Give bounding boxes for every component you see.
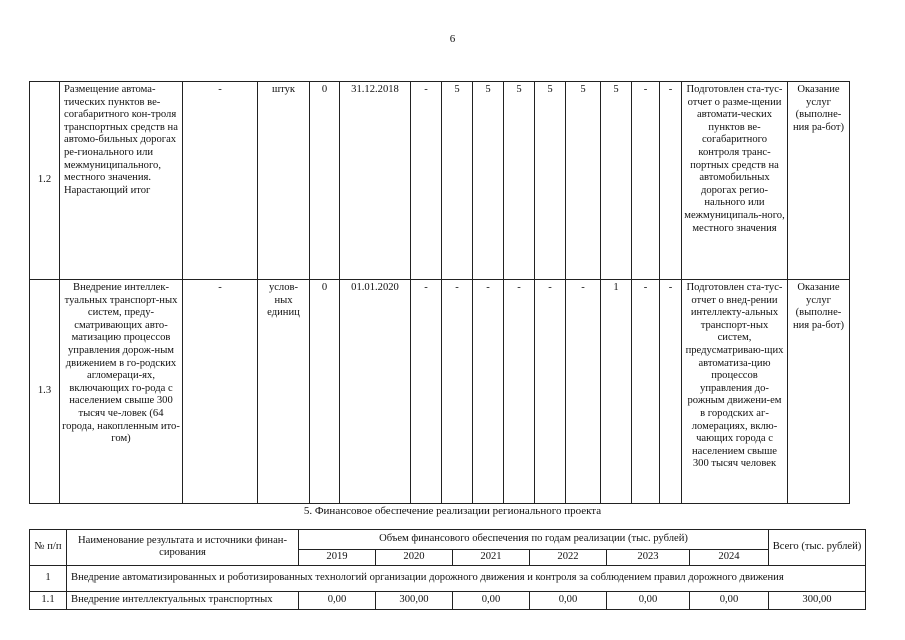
row-unit: штук <box>258 82 310 280</box>
row-year-value: - <box>442 280 473 504</box>
header-year: 2024 <box>690 550 769 566</box>
header-year: 2023 <box>607 550 690 566</box>
row-year-value: 5 <box>442 82 473 280</box>
row-text: Внедрение автоматизированных и роботизированных технологий организации дорожного движения и контроля за соблюдением правил дорожного движения <box>67 565 866 591</box>
row-value: 0,00 <box>299 591 376 609</box>
table-row <box>30 280 850 504</box>
row-value: 300,00 <box>376 591 453 609</box>
row-kind: Оказание услуг (выполне-ния ра-бот) <box>788 280 850 504</box>
row-base-value: 0 <box>310 280 340 504</box>
row-name: Внедрение интеллек-туальных транспорт-ных систем, преду-сматривающих авто-матизацию процессов управления дорож-ным движением в го-родских агломераци-ях, включающих го-рода с населением свыше 300 тысяч че-ловек (64 города, накопленным ито-гом) <box>60 280 183 504</box>
finance-table <box>29 529 866 610</box>
row-name: Внедрение интеллектуальных транспортных <box>67 591 299 609</box>
row-type: - <box>183 82 258 280</box>
row-year-value: 1 <box>601 280 632 504</box>
section-title: 5. Финансовое обеспечение реализации регионального проекта <box>303 505 602 517</box>
row-year-value: - <box>632 280 660 504</box>
row-year-value: 5 <box>504 82 535 280</box>
row-base-date: 01.01.2020 <box>340 280 411 504</box>
row-value: 0,00 <box>530 591 607 609</box>
row-year-value: - <box>632 82 660 280</box>
row-num: 1 <box>30 565 67 591</box>
row-base-value: 0 <box>310 82 340 280</box>
header-year: 2019 <box>299 550 376 566</box>
row-year-value: - <box>660 82 682 280</box>
row-base-date: 31.12.2018 <box>340 82 411 280</box>
row-year-value: - <box>411 280 442 504</box>
row-year-value: - <box>535 280 566 504</box>
row-kind: Оказание услуг (выполне-ния ра-бот) <box>788 82 850 280</box>
row-unit: услов-ных единиц <box>258 280 310 504</box>
table-row <box>30 591 866 609</box>
row-type: - <box>183 280 258 504</box>
row-value: 0,00 <box>607 591 690 609</box>
row-result: Подготовлен ста-тус-отчет о внед-рении интеллекту-альных транспорт-ных систем, предусматриваю-щих автоматиза-цию процессов управления до-рожным движени-ем в городских аг-ломерациях, вклю-чающих города с населением свыше 300 тысяч человек <box>682 280 788 504</box>
row-year-value: - <box>411 82 442 280</box>
row-year-value: - <box>660 280 682 504</box>
header-num: № п/п <box>30 530 67 566</box>
page-number: 6 <box>449 33 456 45</box>
row-name: Размещение автома-тических пунктов ве-согабаритного кон-троля транспортных средств на автомо-бильных дорогах ре-гионального или межмуниципального, местного значения. Нарастающий итог <box>60 82 183 280</box>
row-value: 0,00 <box>453 591 530 609</box>
row-id: 1.2 <box>30 82 60 280</box>
row-num: 1.1 <box>30 591 67 609</box>
row-year-value: - <box>504 280 535 504</box>
header-year: 2021 <box>453 550 530 566</box>
row-year-value: - <box>473 280 504 504</box>
row-year-value: 5 <box>566 82 601 280</box>
row-value: 0,00 <box>690 591 769 609</box>
header-year: 2020 <box>376 550 453 566</box>
header-name: Наименование результата и источники финан-сирования <box>67 530 299 566</box>
row-year-value: 5 <box>601 82 632 280</box>
row-result: Подготовлен ста-тус-отчет о разме-щении автомати-ческих пунктов ве-согабаритного контроля транс-портных средств на автомобильных дорогах регио-нального или межмуниципаль-ного, местного значения <box>682 82 788 280</box>
row-year-value: 5 <box>535 82 566 280</box>
table-row <box>30 82 850 280</box>
row-id: 1.3 <box>30 280 60 504</box>
results-table <box>29 81 850 504</box>
header-year: 2022 <box>530 550 607 566</box>
header-total: Всего (тыс. рублей) <box>769 530 866 566</box>
table-row <box>30 565 866 591</box>
table-header-row <box>30 530 866 550</box>
row-year-value: - <box>566 280 601 504</box>
header-volume: Объем финансового обеспечения по годам реализации (тыс. рублей) <box>299 530 769 550</box>
row-total: 300,00 <box>769 591 866 609</box>
row-year-value: 5 <box>473 82 504 280</box>
